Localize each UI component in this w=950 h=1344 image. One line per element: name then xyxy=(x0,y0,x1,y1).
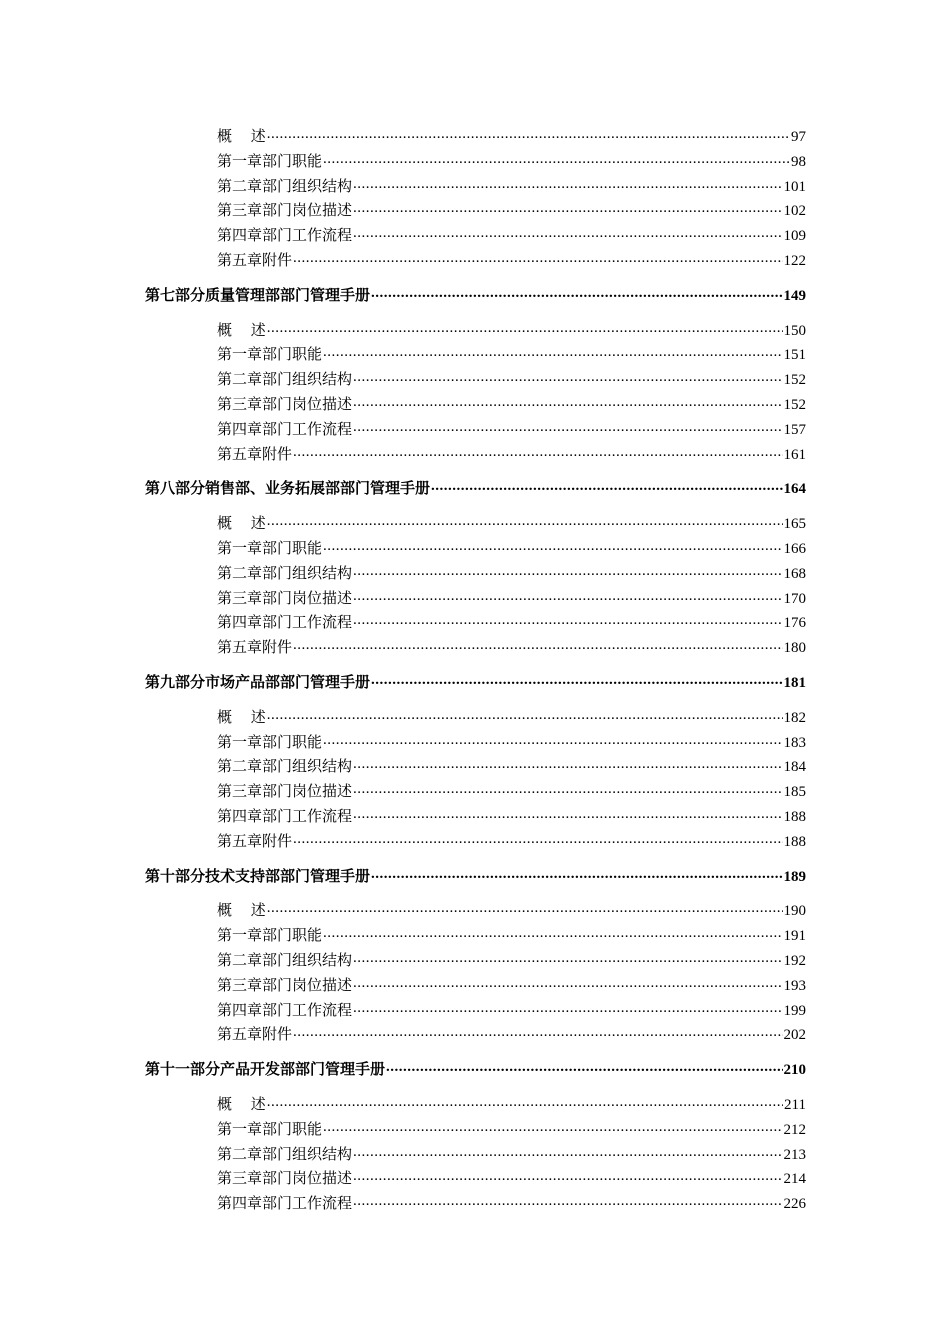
toc-entry[interactable] xyxy=(217,514,806,534)
dot-leader xyxy=(323,1117,782,1137)
chapter-number: 第四章 xyxy=(217,1003,263,1019)
page-number: 149 xyxy=(783,288,806,304)
page-number: 184 xyxy=(783,759,806,775)
dot-leader xyxy=(267,705,783,725)
chapter-number: 第三章 xyxy=(217,591,263,607)
chapter-title: 部门工作流程 xyxy=(262,1003,353,1019)
dot-leader xyxy=(353,586,782,606)
dot-leader xyxy=(267,124,790,144)
chapter-title: 部门组织结构 xyxy=(262,566,353,582)
dot-leader xyxy=(267,898,783,918)
chapter-title: 附件 xyxy=(262,640,293,656)
page-number: 176 xyxy=(783,615,806,631)
toc-entry[interactable] xyxy=(217,201,806,221)
page-number: 150 xyxy=(783,323,806,339)
chapter-title: 部门组织结构 xyxy=(262,953,353,969)
dot-leader xyxy=(353,367,782,387)
dot-leader xyxy=(353,610,782,630)
part-title: 产品开发部部门管理手册 xyxy=(220,1062,386,1078)
chapter-number: 概 述 xyxy=(217,710,266,726)
toc-entry[interactable] xyxy=(217,1120,806,1140)
chapter-number: 第一章 xyxy=(217,928,263,944)
chapter-number: 第一章 xyxy=(217,154,263,170)
chapter-title: 部门职能 xyxy=(262,928,323,944)
dot-leader xyxy=(353,561,782,581)
chapter-title: 部门职能 xyxy=(262,735,323,751)
page-number: 181 xyxy=(783,675,806,691)
toc-entry[interactable] xyxy=(217,1001,806,1021)
page-number: 168 xyxy=(783,566,806,582)
page-number: 180 xyxy=(783,640,806,656)
dot-leader xyxy=(353,223,782,243)
chapter-title: 部门岗位描述 xyxy=(262,591,353,607)
dot-leader xyxy=(293,635,782,655)
dot-leader xyxy=(371,283,782,303)
chapter-number: 第二章 xyxy=(217,759,263,775)
page-number: 151 xyxy=(783,347,806,363)
chapter-title: 部门职能 xyxy=(262,1122,323,1138)
chapter-title: 部门职能 xyxy=(262,347,323,363)
dot-leader xyxy=(353,417,782,437)
dot-leader xyxy=(323,730,782,750)
toc-part-heading[interactable] xyxy=(145,286,806,306)
dot-leader xyxy=(353,392,782,412)
toc-entry[interactable] xyxy=(217,152,806,172)
toc-entry[interactable] xyxy=(217,708,806,728)
chapter-number: 第五章 xyxy=(217,834,263,850)
toc-entry[interactable] xyxy=(217,370,806,390)
toc-part-heading[interactable] xyxy=(145,867,806,887)
chapter-number: 第四章 xyxy=(217,422,263,438)
part-title: 质量管理部部门管理手册 xyxy=(205,288,371,304)
chapter-number: 第五章 xyxy=(217,1027,263,1043)
chapter-number: 概 述 xyxy=(217,1097,266,1113)
toc-part-heading[interactable] xyxy=(145,673,806,693)
dot-leader xyxy=(323,923,782,943)
dot-leader xyxy=(353,1191,782,1211)
page-number: 188 xyxy=(783,809,806,825)
page-number: 226 xyxy=(783,1196,806,1212)
chapter-title: 附件 xyxy=(262,253,293,269)
chapter-title: 部门岗位描述 xyxy=(262,397,353,413)
chapter-title: 部门岗位描述 xyxy=(262,978,353,994)
page-number: 211 xyxy=(784,1097,806,1113)
page-number: 152 xyxy=(783,397,806,413)
toc-entry[interactable] xyxy=(217,1025,806,1045)
chapter-number: 第四章 xyxy=(217,1196,263,1212)
chapter-number: 第三章 xyxy=(217,978,263,994)
page-number: 193 xyxy=(783,978,806,994)
chapter-title: 部门工作流程 xyxy=(262,809,353,825)
chapter-title: 部门工作流程 xyxy=(262,228,353,244)
toc-entry[interactable] xyxy=(217,395,806,415)
chapter-number: 第二章 xyxy=(217,1147,263,1163)
toc-entry[interactable] xyxy=(217,445,806,465)
page-number: 210 xyxy=(783,1062,806,1078)
toc-entry[interactable] xyxy=(217,1194,806,1214)
dot-leader xyxy=(353,1166,782,1186)
toc-entry[interactable] xyxy=(217,807,806,827)
chapter-number: 概 述 xyxy=(217,903,266,919)
chapter-number: 第二章 xyxy=(217,566,263,582)
toc-entry[interactable] xyxy=(217,901,806,921)
part-number: 第九部分 xyxy=(145,675,206,691)
toc-entry[interactable] xyxy=(217,733,806,753)
page-number: 182 xyxy=(783,710,806,726)
chapter-title: 部门工作流程 xyxy=(262,615,353,631)
toc-entry[interactable] xyxy=(217,976,806,996)
dot-leader xyxy=(353,998,782,1018)
toc-entry[interactable] xyxy=(217,926,806,946)
chapter-number: 第二章 xyxy=(217,372,263,388)
dot-leader xyxy=(353,804,782,824)
chapter-number: 第四章 xyxy=(217,615,263,631)
toc-entry[interactable] xyxy=(217,127,806,147)
dot-leader xyxy=(353,174,782,194)
dot-leader xyxy=(353,779,782,799)
chapter-number: 概 述 xyxy=(217,129,266,145)
chapter-title: 部门组织结构 xyxy=(262,372,353,388)
chapter-number: 概 述 xyxy=(217,516,266,532)
page-number: 161 xyxy=(783,447,806,463)
page-number: 213 xyxy=(783,1147,806,1163)
toc-entry[interactable] xyxy=(217,951,806,971)
chapter-number: 第三章 xyxy=(217,397,263,413)
part-title: 市场产品部部门管理手册 xyxy=(205,675,371,691)
chapter-number: 概 述 xyxy=(217,323,266,339)
dot-leader xyxy=(323,536,782,556)
page-number: 212 xyxy=(783,1122,806,1138)
dot-leader xyxy=(371,670,782,690)
toc-entry[interactable] xyxy=(217,782,806,802)
toc-entry[interactable] xyxy=(217,613,806,633)
dot-leader xyxy=(353,754,782,774)
toc-entry[interactable] xyxy=(217,589,806,609)
part-number: 第十一部分 xyxy=(145,1062,221,1078)
chapter-number: 第五章 xyxy=(217,640,263,656)
chapter-title: 部门岗位描述 xyxy=(262,203,353,219)
toc-part-heading[interactable] xyxy=(145,1060,806,1080)
part-title: 销售部、业务拓展部部门管理手册 xyxy=(205,481,431,497)
chapter-title: 部门组织结构 xyxy=(262,1147,353,1163)
chapter-title: 附件 xyxy=(262,1027,293,1043)
dot-leader xyxy=(386,1057,782,1077)
dot-leader xyxy=(431,476,782,496)
page-number: 165 xyxy=(783,516,806,532)
chapter-title: 部门职能 xyxy=(262,154,323,170)
toc-entry[interactable] xyxy=(217,420,806,440)
page-number: 190 xyxy=(783,903,806,919)
dot-leader xyxy=(293,1022,782,1042)
chapter-title: 附件 xyxy=(262,447,293,463)
dot-leader xyxy=(267,1092,783,1112)
page-number: 183 xyxy=(783,735,806,751)
page-number: 164 xyxy=(783,481,806,497)
page-number: 202 xyxy=(783,1027,806,1043)
toc-entry[interactable] xyxy=(217,1095,806,1115)
page-number: 97 xyxy=(791,129,806,145)
dot-leader xyxy=(353,973,782,993)
chapter-number: 第四章 xyxy=(217,809,263,825)
chapter-title: 部门岗位描述 xyxy=(262,1171,353,1187)
toc-entry[interactable] xyxy=(217,1145,806,1165)
dot-leader xyxy=(293,248,782,268)
page-number: 157 xyxy=(783,422,806,438)
dot-leader xyxy=(371,864,782,884)
dot-leader xyxy=(323,149,790,169)
page-number: 214 xyxy=(783,1171,806,1187)
chapter-title: 部门岗位描述 xyxy=(262,784,353,800)
page-number: 170 xyxy=(783,591,806,607)
dot-leader xyxy=(267,511,783,531)
dot-leader xyxy=(323,342,782,362)
chapter-title: 部门工作流程 xyxy=(262,422,353,438)
page-number: 199 xyxy=(783,1003,806,1019)
chapter-number: 第一章 xyxy=(217,1122,263,1138)
page-number: 152 xyxy=(783,372,806,388)
toc-entry[interactable] xyxy=(217,564,806,584)
chapter-title: 附件 xyxy=(262,834,293,850)
page-number: 122 xyxy=(783,253,806,269)
page-number: 109 xyxy=(783,228,806,244)
chapter-number: 第二章 xyxy=(217,179,263,195)
page-number: 102 xyxy=(783,203,806,219)
chapter-number: 第四章 xyxy=(217,228,263,244)
page-number: 101 xyxy=(783,179,806,195)
page-number: 98 xyxy=(791,154,806,170)
dot-leader xyxy=(353,948,782,968)
chapter-title: 部门工作流程 xyxy=(262,1196,353,1212)
dot-leader xyxy=(267,318,783,338)
toc-part-heading[interactable] xyxy=(145,479,806,499)
dot-leader xyxy=(353,1142,782,1162)
page-number: 166 xyxy=(783,541,806,557)
toc-entry[interactable] xyxy=(217,251,806,271)
toc-entry[interactable] xyxy=(217,539,806,559)
chapter-number: 第二章 xyxy=(217,953,263,969)
chapter-number: 第三章 xyxy=(217,203,263,219)
dot-leader xyxy=(293,442,782,462)
part-number: 第八部分 xyxy=(145,481,206,497)
toc-entry[interactable] xyxy=(217,757,806,777)
dot-leader xyxy=(293,829,782,849)
page-number: 185 xyxy=(783,784,806,800)
chapter-number: 第三章 xyxy=(217,1171,263,1187)
toc-entry[interactable] xyxy=(217,177,806,197)
toc-entry[interactable] xyxy=(217,1169,806,1189)
toc-entry[interactable] xyxy=(217,638,806,658)
chapter-number: 第五章 xyxy=(217,253,263,269)
page-number: 192 xyxy=(783,953,806,969)
page-number: 188 xyxy=(783,834,806,850)
chapter-number: 第一章 xyxy=(217,347,263,363)
toc-entry[interactable] xyxy=(217,321,806,341)
chapter-title: 部门组织结构 xyxy=(262,179,353,195)
part-number: 第七部分 xyxy=(145,288,206,304)
page-number: 191 xyxy=(783,928,806,944)
toc-entry[interactable] xyxy=(217,345,806,365)
chapter-number: 第三章 xyxy=(217,784,263,800)
toc-entry[interactable] xyxy=(217,832,806,852)
dot-leader xyxy=(353,198,782,218)
part-number: 第十部分 xyxy=(145,869,206,885)
toc-entry[interactable] xyxy=(217,226,806,246)
chapter-title: 部门职能 xyxy=(262,541,323,557)
chapter-number: 第一章 xyxy=(217,735,263,751)
chapter-title: 部门组织结构 xyxy=(262,759,353,775)
part-title: 技术支持部部门管理手册 xyxy=(205,869,371,885)
page-number: 189 xyxy=(783,869,806,885)
chapter-number: 第五章 xyxy=(217,447,263,463)
chapter-number: 第一章 xyxy=(217,541,263,557)
